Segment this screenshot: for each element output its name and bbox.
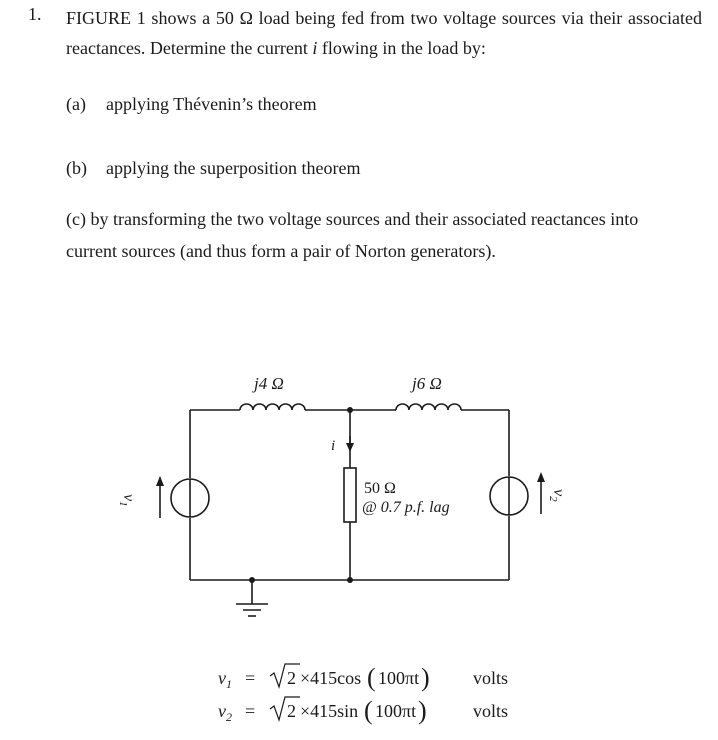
part-c-text: by transforming the two voltage sources and their associated reactances into current sources (and thus form a pair of Norton generators).: [66, 209, 639, 261]
equation-1-radicand: 2: [287, 668, 296, 688]
equation-1-argument: 100πt: [378, 668, 420, 688]
question-number: 1.: [28, 4, 42, 24]
equation-1-function: ×415cos: [300, 668, 362, 688]
equation-2-close-paren: ): [418, 696, 427, 725]
load-label-power-factor: @ 0.7 p.f. lag: [362, 499, 450, 516]
equation-1-equals: =: [245, 668, 256, 688]
inductor-1-label: j4 Ω: [254, 374, 284, 393]
equation-2-function: ×415sin: [300, 701, 359, 721]
part-b-label: (b): [66, 158, 87, 178]
equation-2-open-paren: (: [364, 696, 373, 725]
equation-1-unit: volts: [473, 668, 509, 688]
equation-2-radicand: 2: [287, 701, 296, 721]
equation-1-close-paren: ): [421, 663, 430, 692]
equation-2-argument: 100πt: [375, 701, 417, 721]
equation-2-var: $v_2$: [218, 701, 232, 724]
equation-v2: [218, 696, 508, 725]
stem-text-1: FIGURE 1 shows a 50 Ω load being fed from two voltage sources via their associated reactances. Determine the current: [66, 8, 702, 58]
source-2-label-sub: 2: [547, 496, 559, 502]
load-label-resistance: 50 Ω: [364, 480, 396, 497]
equation-1-open-paren: (: [367, 663, 376, 692]
equation-2-unit: volts: [473, 701, 509, 721]
part-b-text: applying the superposition theorem: [106, 158, 361, 178]
equation-2-equals: =: [245, 701, 256, 721]
source-2-label-var: v: [550, 489, 567, 497]
part-a-label: (a): [66, 94, 86, 114]
source-1-label-sub: 1: [117, 501, 129, 507]
part-c-label: (c): [66, 209, 86, 229]
stem-current-variable: i: [312, 38, 318, 58]
stem-text-2: flowing in the load by:: [317, 38, 486, 58]
equation-v1: [218, 663, 508, 692]
equation-1-var: $v_1$: [218, 668, 232, 691]
part-a-text: applying Thévenin’s theorem: [106, 94, 317, 114]
current-label: i: [331, 438, 336, 454]
source-1-label-var: v: [120, 494, 137, 502]
inductor-2-label: j6 Ω: [412, 374, 442, 393]
